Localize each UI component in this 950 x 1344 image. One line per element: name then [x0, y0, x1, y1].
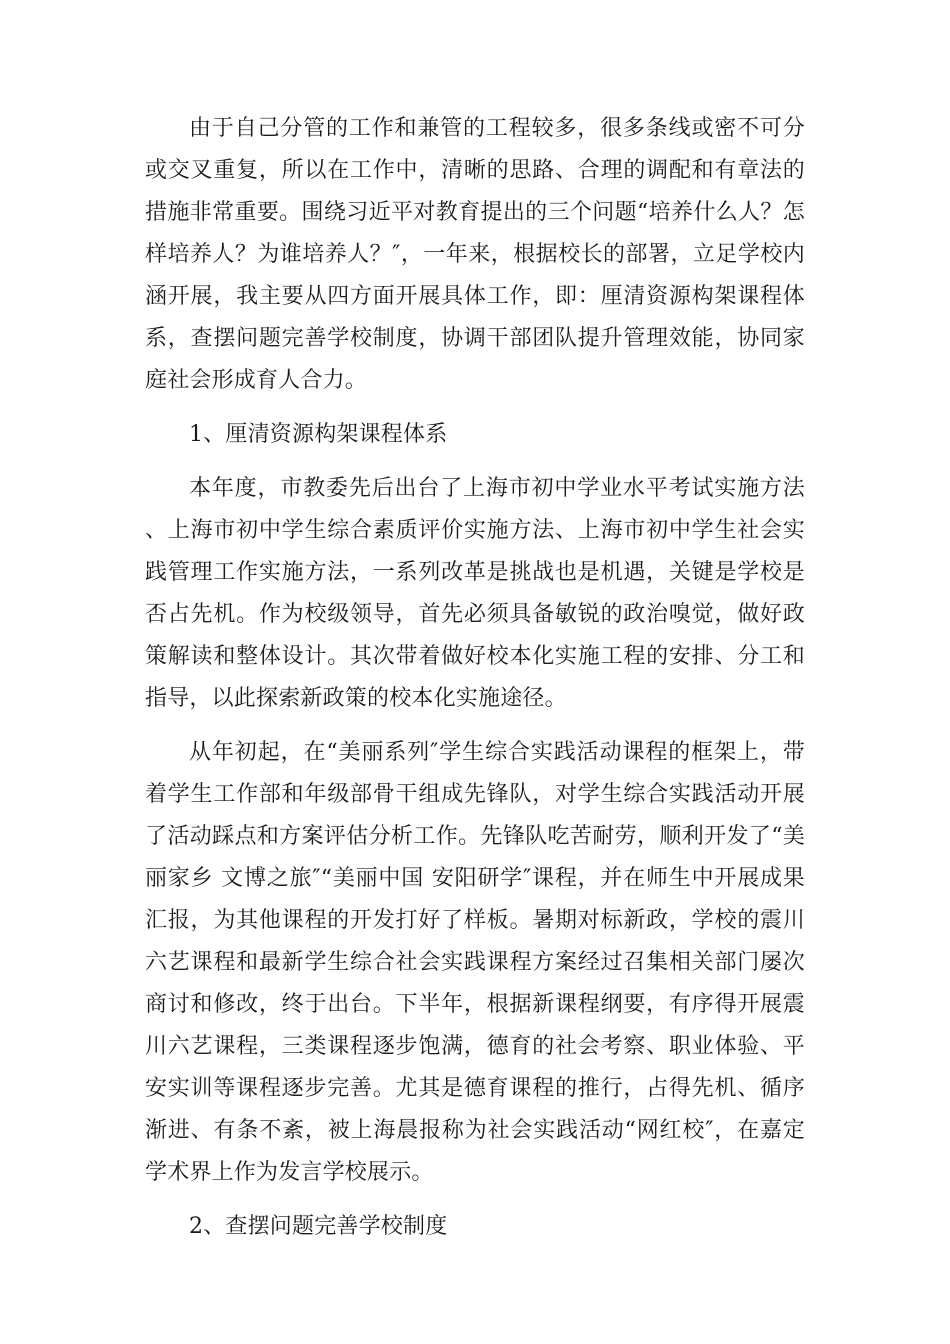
section-heading-1: 1、厘清资源构架课程体系 — [189, 422, 448, 447]
paragraph-intro: 由于自己分管的工作和兼管的工程较多，很多条线或密不可分或交叉重复，所以在工作中，清晰的思路、合理的调配和有章法的措施非常重要。围绕习近平对教育提出的三个问题“培养什么人？怎样培养人？为谁培养人？″，一年来，根据校长的部署，立足学校内涵开展，我主要从四方面开展具体工作，即：厘清资源构架课程体系，查摆问题完善学校制度，协调干部团队提升管理效能，协同家庭社会形成育人合力。 — [145, 116, 805, 393]
paragraph-curriculum: 从年初起，在“美丽系列″学生综合实践活动课程的框架上，带着学生工作部和年级部骨干组成先锋队，对学生综合实践活动开展了活动踩点和方案评估分析工作。先锋队吃苦耐劳，顺利开发了“美丽家乡 文博之旅″“美丽中国 安阳研学″课程，并在师生中开展成果汇报，为其他课程的开发打好了样板。暑期对标新政，学校的震川六艺课程和最新学生综合社会实践课程方案经过召集相关部门屡次商讨和修改，终于出台。下半年，根据新课程纲要，有序得开展震川六艺课程，三类课程逐步饱满，德育的社会考察、职业体验、平安实训等课程逐步完善。尤其是德育课程的推行，占得先机、循序渐进、有条不紊，被上海晨报称为社会实践活动“网红校″，在嘉定学术界上作为发言学校展示。 — [145, 740, 805, 1185]
section-heading-2: 2、查摆问题完善学校制度 — [189, 1214, 448, 1239]
document-body — [145, 108, 805, 1260]
paragraph-policy: 本年度，市教委先后出台了上海市初中学业水平考试实施方法、上海市初中学生综合素质评价实施方法、上海市初中学生社会实践管理工作实施方法，一系列改革是挑战也是机遇，关键是学校是否占先机。作为校级领导，首先必须具备敏锐的政治嗅觉，做好政策解读和整体设计。其次带着做好校本化实施工程的安排、分工和指导，以此探索新政策的校本化实施途径。 — [145, 476, 805, 711]
